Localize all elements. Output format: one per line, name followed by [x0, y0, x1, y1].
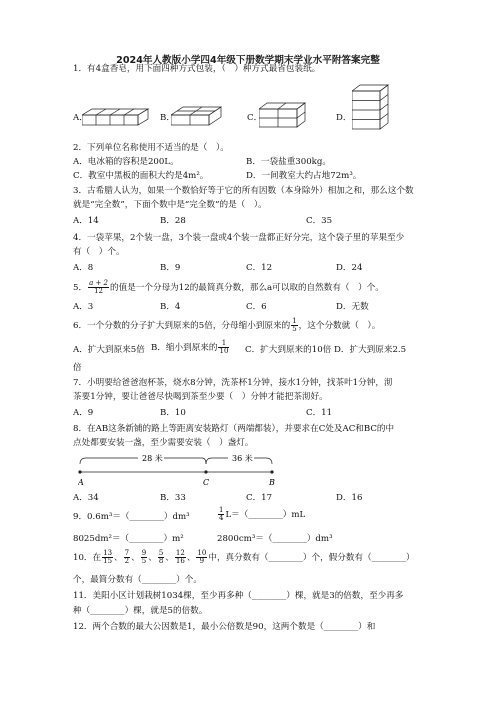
q4-option-d: D．24: [336, 263, 363, 273]
q8-option-c: C．17: [246, 493, 273, 503]
question-8-line-2: 点处都要安装一盏，至少需要安装（ ）盏灯。: [73, 438, 254, 448]
q2-option-b: B．一袋盐重300kg。: [246, 157, 331, 167]
q1-option-c: C．: [247, 113, 263, 123]
soap-square-figure: [171, 105, 223, 127]
question-7-line-2: 茶要1分钟，要让爸爸尽快喝到茶至少要（ ）分钟才能把茶沏好。: [73, 392, 328, 402]
question-11-line-1: 11．美阳小区计划栽树1034棵，至少再多种（________）棵，就是3的倍数，至少再多: [73, 591, 404, 601]
q5-option-b: B．4: [160, 302, 181, 312]
question-4-line-2: 有（ ）个。: [73, 247, 125, 257]
question-9-b: $\frac{1}{4}$ L＝（________）mL: [219, 506, 306, 522]
segment-cb-length: 36 米: [232, 454, 253, 463]
question-3-line-1: 3．古希腊人认为，如果一个数恰好等于它的所有因数（本身除外）相加之和，那么这个数: [73, 186, 414, 196]
question-9-d: 2800cm³＝（________）dm³: [217, 534, 333, 544]
q8-option-b: B．33: [160, 493, 186, 503]
question-9-c: 8025dm²＝（________）m²: [73, 534, 184, 544]
q8-option-a: A．34: [73, 493, 99, 503]
q5-option-d: D．无数: [336, 302, 369, 312]
q2-option-d: D．一间教室大约占地72m³。: [246, 171, 362, 181]
point-a-label: A: [78, 478, 84, 487]
q1-option-a: A．: [73, 113, 88, 123]
point-c-label: C: [203, 478, 210, 487]
q1-option-d: D．: [336, 113, 352, 123]
question-8-line-1: 8．在AB这条新铺的路上等距离安装路灯（两端都装），并要求在C处及AC和BC的中: [73, 424, 395, 434]
question-6: 6．一个分数的分子扩大到原来的5倍，分母缩小到原来的 $\frac{1}{5}$ ，这个分数就（ ）。: [73, 317, 381, 333]
q5-option-c: C．6: [246, 302, 267, 312]
q1-option-b: B．: [160, 113, 175, 123]
question-9-a: 9．0.6m³＝（________）dm³: [73, 512, 190, 522]
question-11-line-2: 种（________）棵，就是5的倍数。: [73, 606, 208, 616]
q7-option-b: B．10: [160, 408, 186, 418]
q7-option-a: A．9: [73, 408, 94, 418]
q5-number: 5．: [73, 283, 88, 293]
question-5: [73, 280, 384, 295]
q4-option-a: A．8: [73, 263, 94, 273]
q7-option-c: C．11: [306, 408, 333, 418]
soap-stack-figure: [259, 101, 309, 129]
soap-row-figure: [82, 107, 150, 127]
segment-ac-length: 28 米: [142, 454, 163, 463]
point-b-label: B: [269, 478, 275, 487]
q6-fraction: $\frac{1}{5}$: [292, 317, 297, 333]
q6-option-a: A．扩大到原来5倍: [73, 345, 145, 355]
q5-option-a: A．3: [73, 302, 94, 312]
q5-text: 的值是一个分母为12的最简真分数，那么a可以取的自然数有（ ）个。: [110, 283, 384, 293]
question-12-line-1: 12．两个合数的最大公因数是1，最小公倍数是90，这两个数是（________）和: [73, 622, 376, 632]
question-7-line-1: 7．小明要给爸爸泡杯茶，烧水8分钟，洗茶杯1分钟，接水1分钟，找茶叶1分钟，沏: [73, 378, 393, 388]
q4-option-c: C．12: [246, 263, 273, 273]
road-segment-diagram: [78, 454, 278, 490]
question-3-line-2: 就是“完全数”，下面个数中是“完全数”的是（ ）。: [73, 200, 267, 210]
q6-option-d: D．扩大到原来2.5: [334, 345, 407, 355]
q4-option-b: B．9: [160, 263, 181, 273]
q8-option-d: D．16: [336, 493, 363, 503]
question-1: 1．有4盒香皂，用下面四种方式包装，（ ）种方式最省包装纸。: [73, 64, 321, 74]
question-10-line-1: 10．在 $\frac{13}{15}$ 、 $\frac{7}{2}$ 、 $\frac{9}{5}$ 、 $\frac{5}{8}$ 、 $\frac{12}{16}$ 、 $\frac{10}{9}$ 中，真分数有（________）个，假分数有（________）: [73, 549, 415, 565]
q2-option-a: A．电冰箱的容积是200L。: [73, 157, 179, 167]
q3-option-c: C．35: [306, 216, 333, 226]
question-4-line-1: 4．一袋苹果，2个装一盘，3个装一盘或4个装一盘都正好分完，这个袋子里的苹果至少: [73, 233, 405, 243]
page-title: 2024年人教版小学四4年级下册数学期末学业水平附答案完整: [116, 55, 380, 66]
q6-option-b: B．缩小到原来的 $\frac{1}{10}$: [151, 339, 229, 355]
q5-fraction: $\frac{a + 2}{12}$: [89, 279, 109, 295]
q3-option-a: A．14: [73, 216, 99, 226]
soap-tower-figure: [352, 83, 392, 131]
q2-option-c: C．教室中黑板的面积大约是4m²。: [73, 171, 209, 181]
question-10-line-2: 个，最简分数有（________）个。: [73, 575, 202, 585]
q6-option-c: C．扩大到原来的10倍: [245, 345, 332, 355]
q6-option-d-cont: 倍: [73, 363, 82, 373]
q3-option-b: B．28: [160, 216, 186, 226]
question-2: 2．下列单位名称使用不适当的是（ ）。: [73, 143, 229, 153]
